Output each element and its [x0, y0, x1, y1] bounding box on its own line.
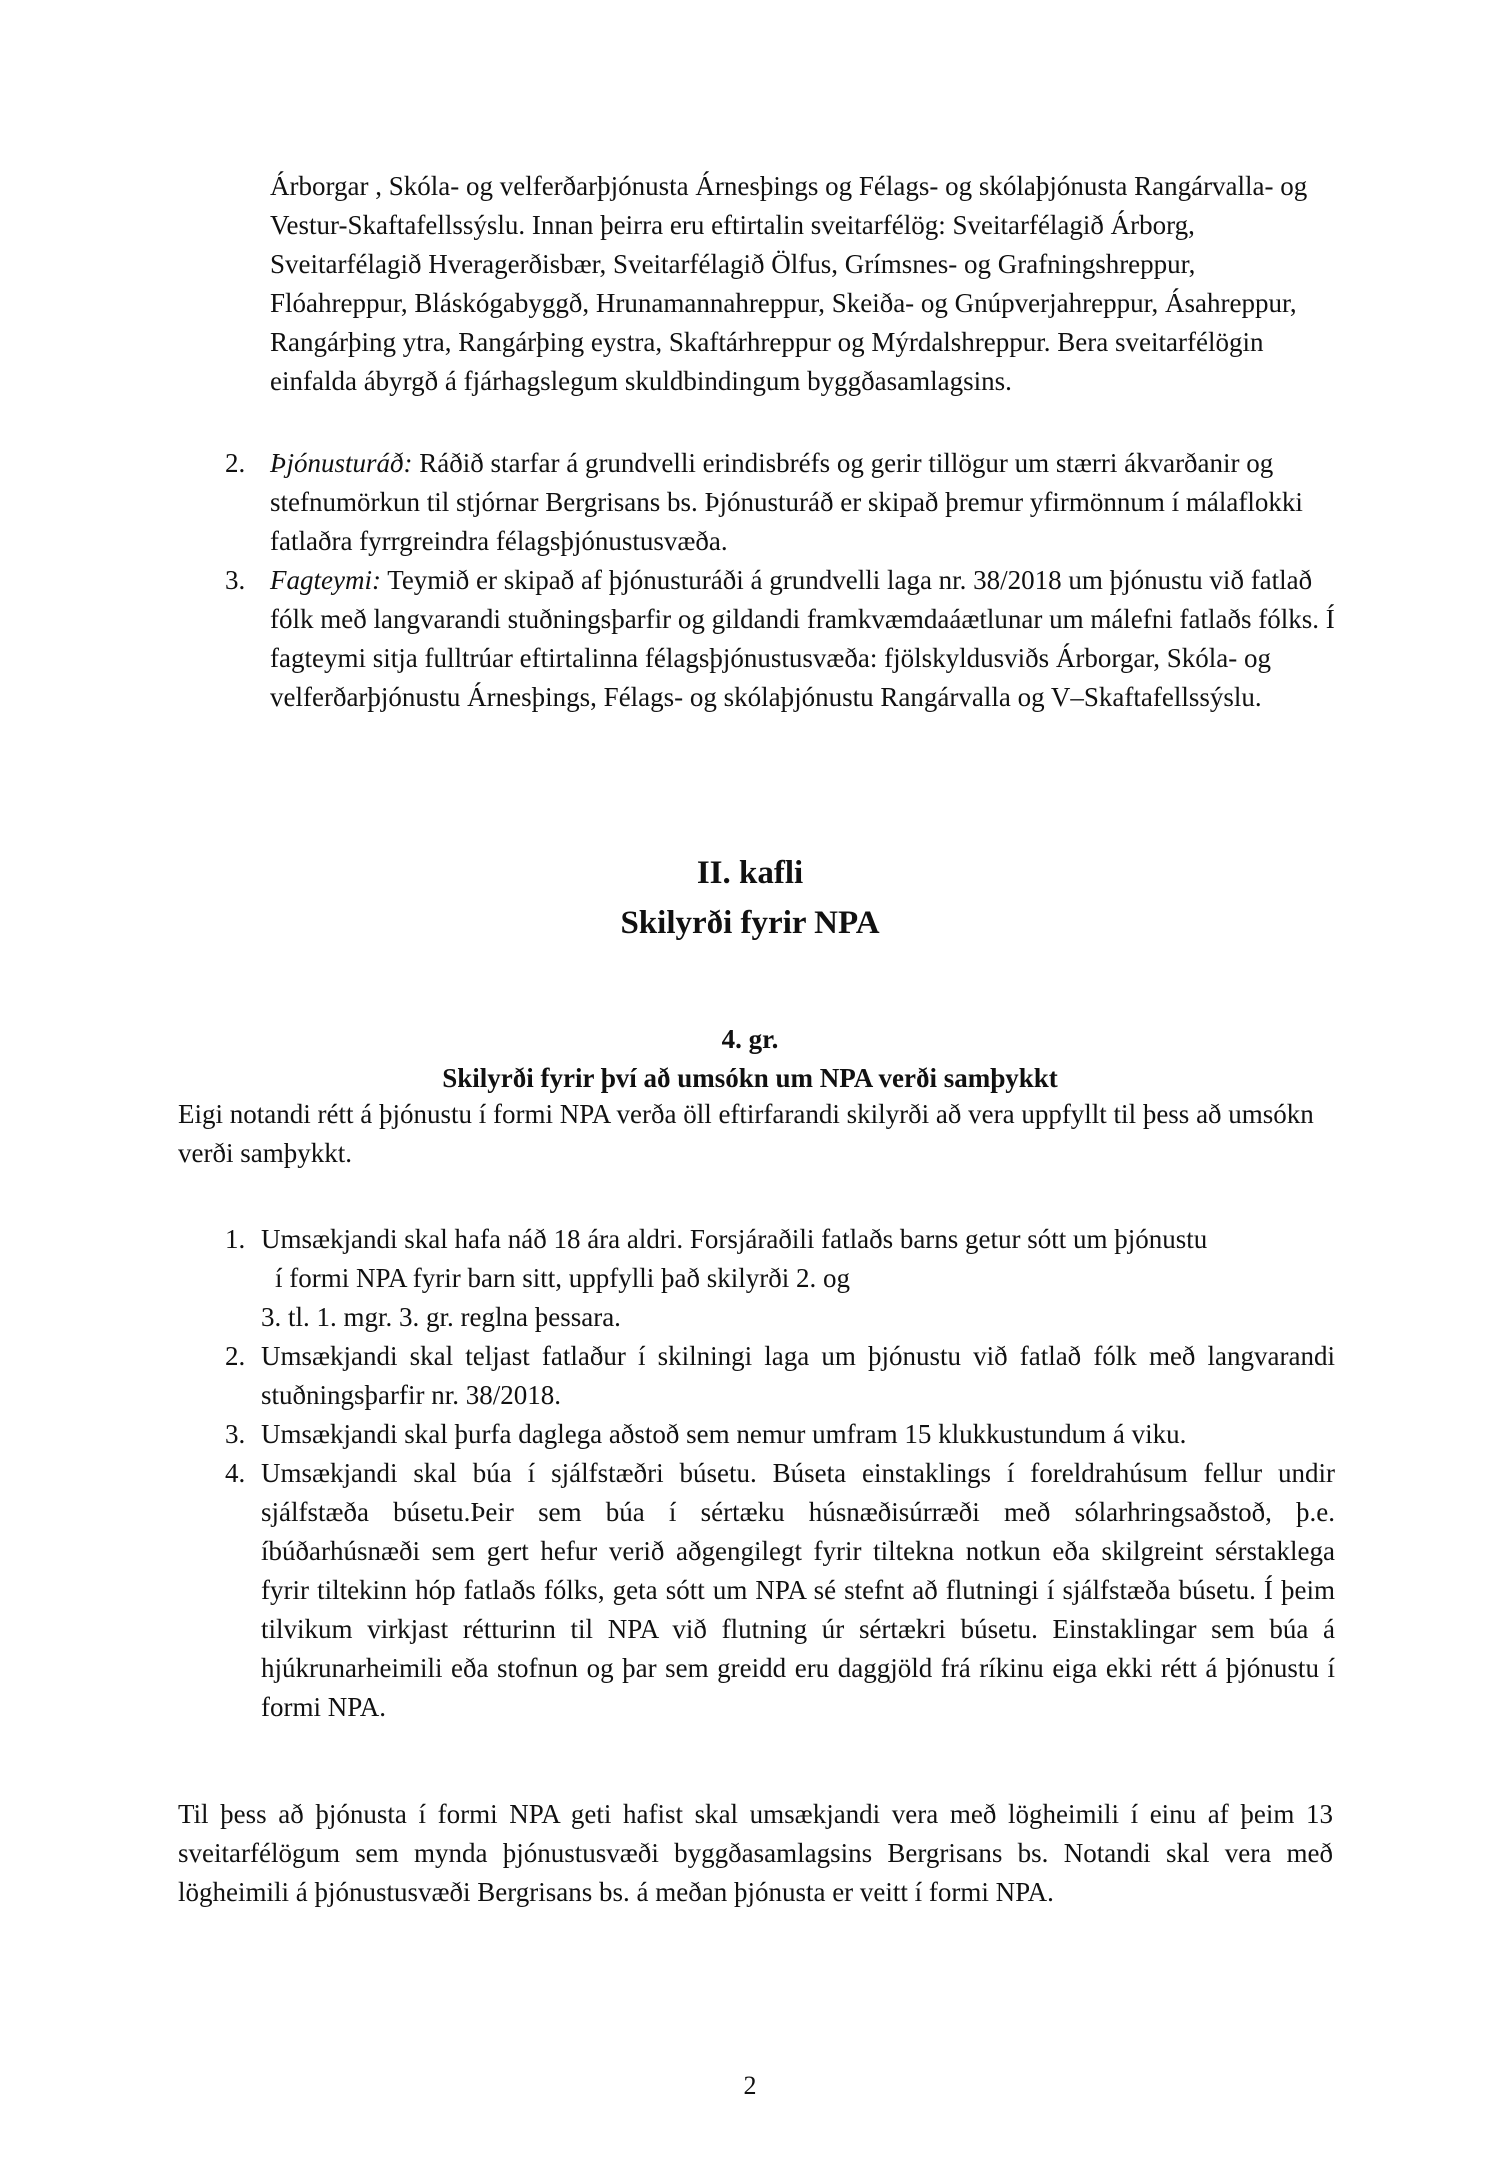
article-number: 4. gr.	[721, 1024, 779, 1054]
list-item-line: 3. tl. 1. mgr. 3. gr. reglna þessara.	[261, 1302, 621, 1332]
list-item-text: Umsækjandi skal teljast fatlaður í skilningi laga um þjónustu við fatlað fólk með langvarandi stuðningsþarfir nr. 38/2018.	[261, 1341, 1335, 1410]
list-item-number: 2.	[225, 1341, 246, 1371]
list-item	[225, 1220, 1335, 1337]
list-item-line: í formi NPA fyrir barn sitt, uppfylli það skilyrði 2. og	[275, 1263, 850, 1293]
article-title: Skilyrði fyrir því að umsókn um NPA verði samþykkt	[442, 1063, 1058, 1093]
article-intro	[178, 1095, 1333, 1173]
list-item-line: Umsækjandi skal hafa náð 18 ára aldri. Forsjáraðili fatlaðs barns getur sótt um þjónustu	[261, 1224, 1208, 1254]
continuation-paragraph	[270, 167, 1330, 401]
list-item	[225, 561, 1335, 717]
list-item-text: Ráðið starfar á grundvelli erindisbréfs og gerir tillögur um stærri ákvarðanir og stefnumörkun til stjórnar Bergrisans bs. Þjónusturáð er skipað þremur yfirmönnum í málaflokki fatlaðra fyrrgreindra félagsþjónustusvæða.	[270, 448, 1303, 556]
article-intro-text: Eigi notandi rétt á þjónustu í formi NPA verða öll eftirfarandi skilyrði að vera uppfyllt til þess að umsókn verði samþykkt.	[178, 1099, 1314, 1168]
closing-text: Til þess að þjónusta í formi NPA geti hafist skal umsækjandi vera með lögheimili í einu af þeim 13 sveitarfélögum sem mynda þjónustusvæði byggðasamlagsins Bergrisans bs. Notandi skal vera með lögheimili á þjónustusvæði Bergrisans bs. á meðan þjónusta er veitt í formi NPA.	[178, 1799, 1333, 1907]
list-item-number: 3.	[225, 565, 246, 595]
list-item	[225, 1415, 1335, 1454]
list-item-text: Umsækjandi skal þurfa daglega aðstoð sem nemur umfram 15 klukkustundum á viku.	[261, 1419, 1187, 1449]
closing-paragraph	[178, 1795, 1333, 1912]
list-item-number: 2.	[225, 448, 246, 478]
continuation-text: Árborgar , Skóla- og velferðarþjónusta Árnesþings og Félags- og skólaþjónusta Rangárvalla- og Vestur-Skaftafellssýslu. Innan þeirra eru eftirtalin sveitarfélög: Sveitarfélagið Árborg, Sveitarfélagið Hveragerðisbær, Sveitarfélagið Ölfus, Grímsnes- og Grafningshreppur, Flóahreppur, Bláskógabyggð, Hrunamannahreppur, Skeiða- og Gnúpverjahreppur, Ásahreppur, Rangárþing ytra, Rangárþing eystra, Skaftárhreppur og Mýrdalshreppur. Bera sveitarfélögin einfalda ábyrgð á fjárhagslegum skuldbindingum byggðasamlagsins.	[270, 171, 1308, 396]
list-item-term: Fagteymi:	[270, 565, 381, 595]
list-item-text: Umsækjandi skal búa í sjálfstæðri búsetu. Búseta einstaklings í foreldrahúsum fellur undir sjálfstæða búsetu.Þeir sem búa í sértæku húsnæðisúrræði með sólarhringsaðstoð, þ.e. íbúðarhúsnæði sem gert hefur verið aðgengilegt fyrir tiltekna notkun eða skilgreint sérstaklega fyrir tiltekinn hóp fatlaðs fólks, geta sótt um NPA sé stefnt að flutningi í sjálfstæða búsetu. Í þeim tilvikum virkjast rétturinn til NPA við flutning úr sértækri búsetu. Einstaklingar sem búa á hjúkrunarheimili eða stofnun og þar sem greidd eru daggjöld frá ríkinu eiga ekki rétt á þjónustu í formi NPA.	[261, 1458, 1335, 1722]
council-list	[225, 444, 1335, 717]
list-item	[225, 1454, 1335, 1727]
chapter-number: II. kafli	[696, 855, 804, 891]
list-item-number: 3.	[225, 1419, 246, 1449]
page-number: 2	[743, 2071, 757, 2100]
list-item-number: 1.	[225, 1224, 246, 1254]
conditions-list	[225, 1220, 1335, 1727]
chapter-title: Skilyrði fyrir NPA	[620, 905, 880, 941]
list-item-text: Teymið er skipað af þjónusturáði á grundvelli laga nr. 38/2018 um þjónustu við fatlað fólk með langvarandi stuðningsþarfir og gildandi framkvæmdaáætlunar um málefni fatlaðs fólks. Í fagteymi sitja fulltrúar eftirtalinna félagsþjónustusvæða: fjölskyldusviðs Árborgar, Skóla- og velferðarþjónustu Árnesþings, Félags- og skólaþjónustu Rangárvalla og V–Skaftafellssýslu.	[270, 565, 1335, 712]
list-item-number: 4.	[225, 1458, 246, 1488]
list-item-term: Þjónusturáð:	[270, 448, 413, 478]
list-item	[225, 1337, 1335, 1415]
list-item	[225, 444, 1335, 561]
